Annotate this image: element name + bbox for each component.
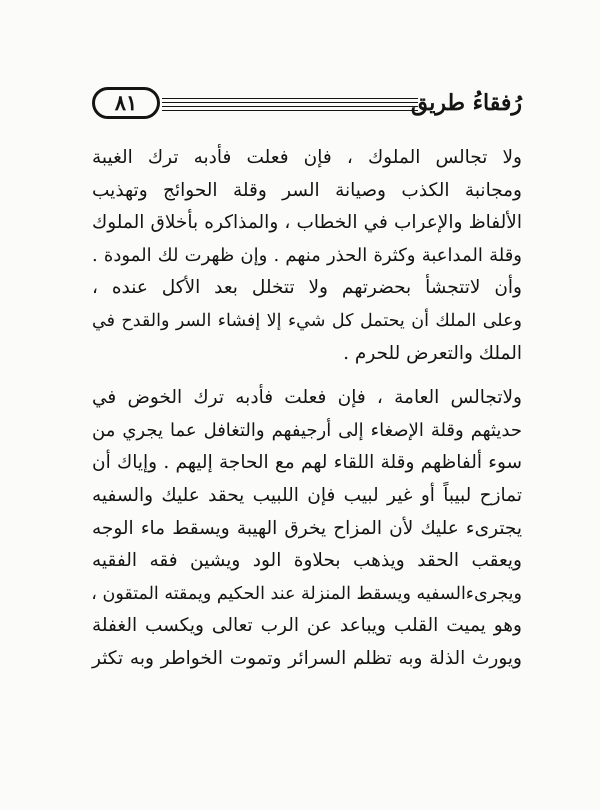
text-line: وأن لاتتجشأ بحضرتهم ولا تتخلل بعد الأكل عنده ، <box>92 277 522 299</box>
text-line: ويورث الذلة وبه تظلم السرائر وتموت الخواطر وبه تكثر <box>92 647 522 669</box>
header-rule <box>162 110 418 111</box>
page-header <box>92 86 522 126</box>
book-title: رُفقاءُ طريق <box>410 90 522 116</box>
text-line: وقلة المداعبة وكثرة الحذر منهم . وإن ظهرت لك المودة . <box>92 244 522 266</box>
text-line: ولا تجالس الملوك ، فإن فعلت فأدبه ترك الغيبة <box>92 147 522 168</box>
text-line: وهو يميت القلب ويباعد عن الرب تعالى ويكسب الغفلة <box>92 615 522 637</box>
text-line: ولاتجالس العامة ، فإن فعلت فأدبه ترك الخوض في <box>92 387 522 409</box>
text-line: حديثهم وقلة الإصغاء إلى أرجيفهم والتغافل عما يجري من <box>92 419 522 441</box>
header-rule <box>162 98 418 99</box>
text-line: يجترىء عليك لأن المزاح يخرق الهيبة ويسقط ماء الوجه <box>92 517 522 539</box>
text-line: تمازح لبيباً أو غير لبيب فإن اللبيب يحقد عليك والسفيه <box>92 484 522 506</box>
page-number: ٨١ <box>92 87 160 119</box>
text-line: الألفاظ والإعراب في الخطاب ، والمذاكره بأخلاق الملوك <box>92 212 522 234</box>
text-line: وعلى الملك أن يحتمل كل شيء إلا إفشاء السر والقدح في <box>92 310 522 331</box>
header-rule <box>162 106 418 107</box>
text-line: ومجانبة الكذب وصيانة السر وقلة الحوائج وتهذيب <box>92 179 522 201</box>
text-line: ويجرىءالسفيه ويسقط المنزلة عند الحكيم ويمقته المتقون ، <box>91 583 522 604</box>
text-line: الملك والتعرض للحرم . <box>343 342 522 364</box>
page-body <box>92 142 522 676</box>
text-line: سوء ألفاظهم وقلة اللقاء لهم مع الحاجة إليهم . وإياك أن <box>92 452 522 474</box>
paragraph-kings <box>92 142 522 370</box>
text-line: ويعقب الحقد ويذهب بحلاوة الود ويشين فقه الفقيه <box>92 550 522 572</box>
header-rule <box>162 102 418 103</box>
paragraph-common-people <box>92 382 522 675</box>
